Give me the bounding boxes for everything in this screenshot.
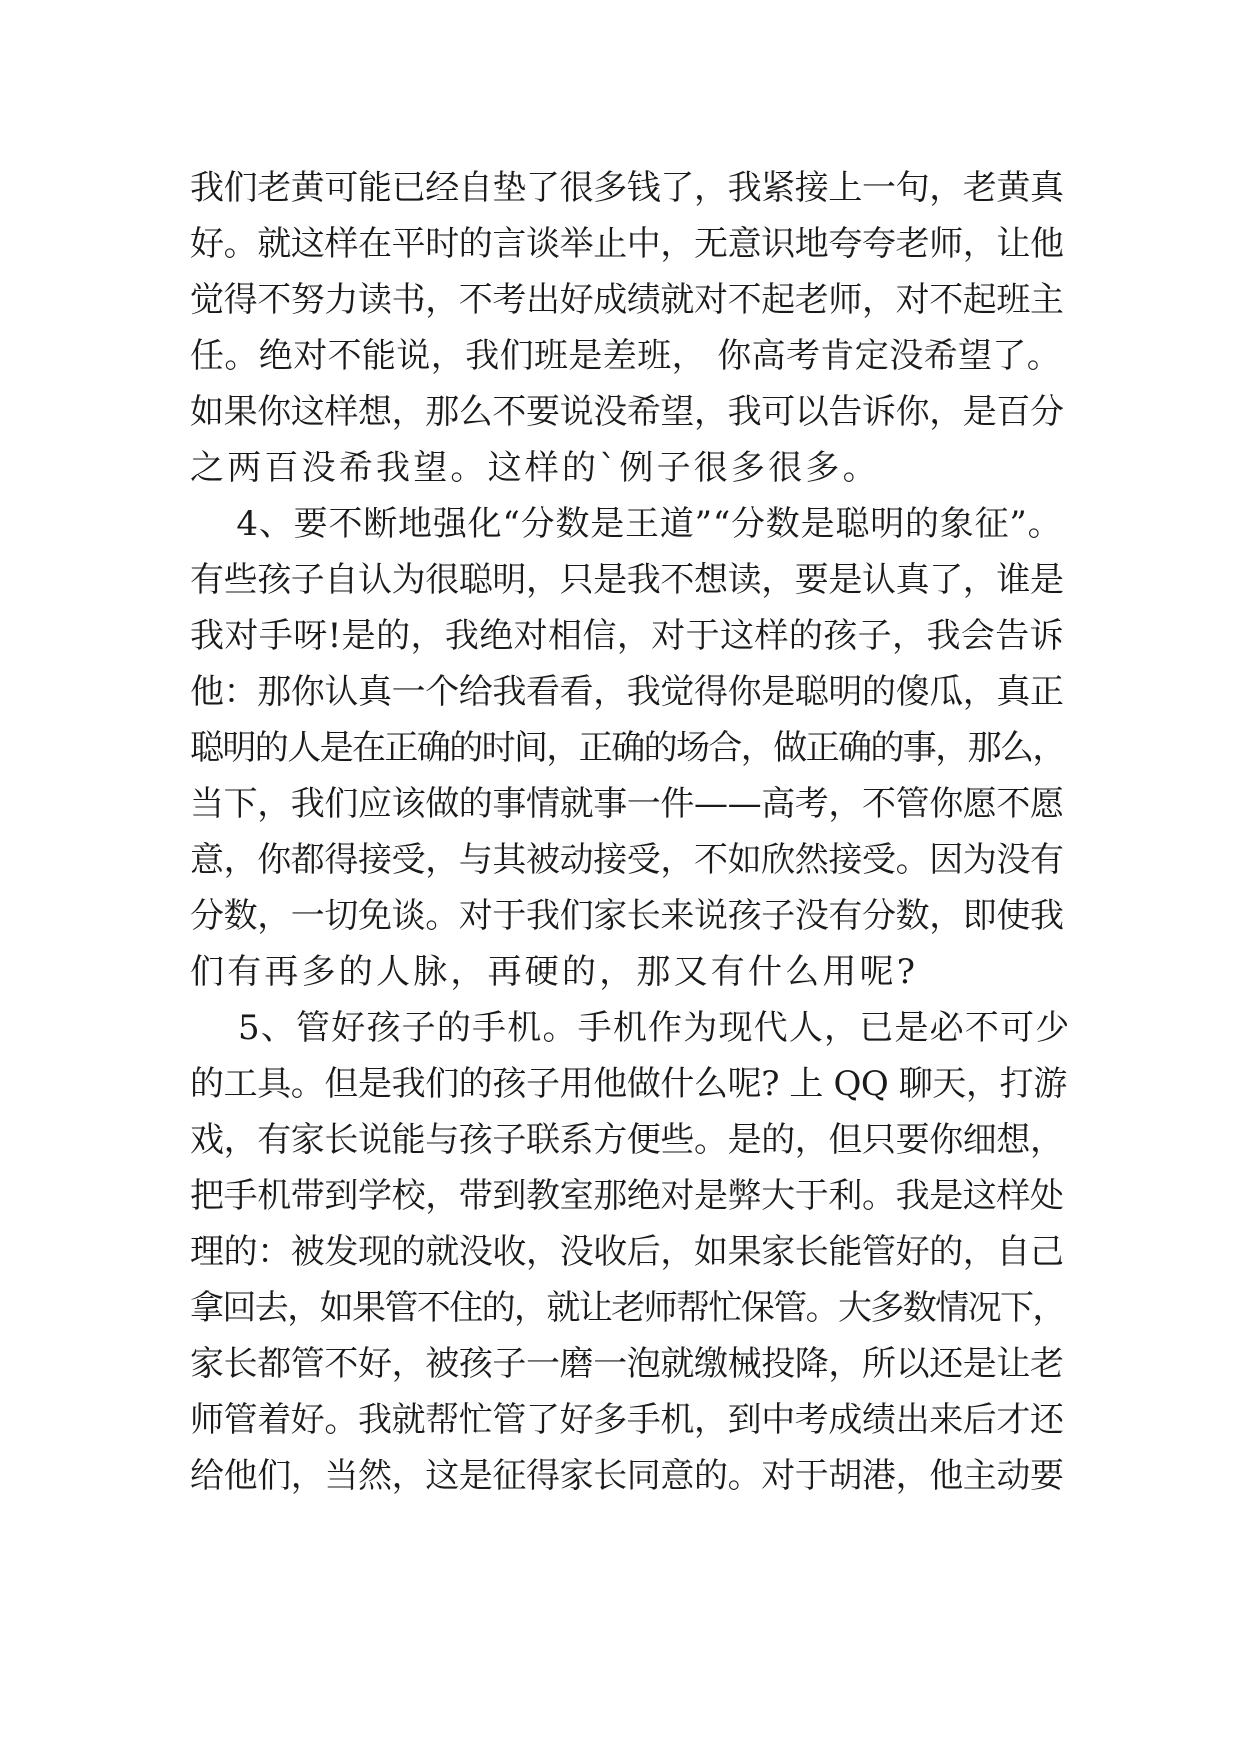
text-line: 任。绝对不能说，我们班是差班， 你高考肯定没希望了。 <box>190 336 1062 376</box>
text-line: 之两百没希我望。这样的`例子很多很多。 <box>190 448 880 488</box>
body-text <box>190 160 1070 1504</box>
text-line: 拿回去，如果管不住的，就让老师帮忙保管。大多数情况下， <box>190 1288 1065 1328</box>
text-line: 给他们，当然，这是征得家长同意的。对于胡港，他主动要 <box>190 1456 1064 1496</box>
text-line: 师管着好。我就帮忙管了好多手机，到中考成绩出来后才还 <box>190 1400 1064 1440</box>
text-line: 有些孩子自认为很聪明，只是我不想读，要是认真了，谁是 <box>190 560 1064 600</box>
text-line: 当下，我们应该做的事情就事一件——高考，不管你愿不愿 <box>190 784 1064 824</box>
text-line: 他：那你认真一个给我看看，我觉得你是聪明的傻瓜，真正 <box>190 672 1064 712</box>
text-line: 分数，一切免谈。对于我们家长来说孩子没有分数，即使我 <box>190 896 1064 936</box>
text-line: 理的：被发现的就没收，没收后，如果家长能管好的，自己 <box>190 1232 1064 1272</box>
text-line: 如果你这样想，那么不要说没希望，我可以告诉你，是百分 <box>190 392 1064 432</box>
text-line: 好。就这样在平时的言谈举止中，无意识地夸夸老师，让他 <box>190 224 1064 264</box>
text-line: 把手机带到学校，带到教室那绝对是弊大于利。我是这样处 <box>190 1176 1064 1216</box>
text-line: 戏，有家长说能与孩子联系方便些。是的，但只要你细想， <box>190 1120 1064 1160</box>
text-line: 家长都管不好，被孩子一磨一泡就缴械投降，所以还是让老 <box>190 1344 1064 1384</box>
text-line: 们有再多的人脉，再硬的，那又有什么用呢? <box>190 952 919 992</box>
text-line: 的工具。但是我们的孩子用他做什么呢? 上 QQ 聊天，打游 <box>190 1064 1067 1104</box>
text-line: 我们老黄可能已经自垫了很多钱了，我紧接上一句，老黄真 <box>190 168 1064 208</box>
text-line: 我对手呀!是的，我绝对相信，对于这样的孩子，我会告诉 <box>190 616 1065 656</box>
text-line: 4、要不断地强化“分数是王道”“分数是聪明的象征”。 <box>190 504 1063 544</box>
text-line: 5、管好孩子的手机。手机作为现代人，已是必不可少 <box>190 1008 1071 1048</box>
text-line: 聪明的人是在正确的时间，正确的场合，做正确的事，那么， <box>190 728 1065 768</box>
text-line: 觉得不努力读书，不考出好成绩就对不起老师，对不起班主 <box>190 280 1064 320</box>
text-line: 意，你都得接受，与其被动接受，不如欣然接受。因为没有 <box>190 840 1064 880</box>
